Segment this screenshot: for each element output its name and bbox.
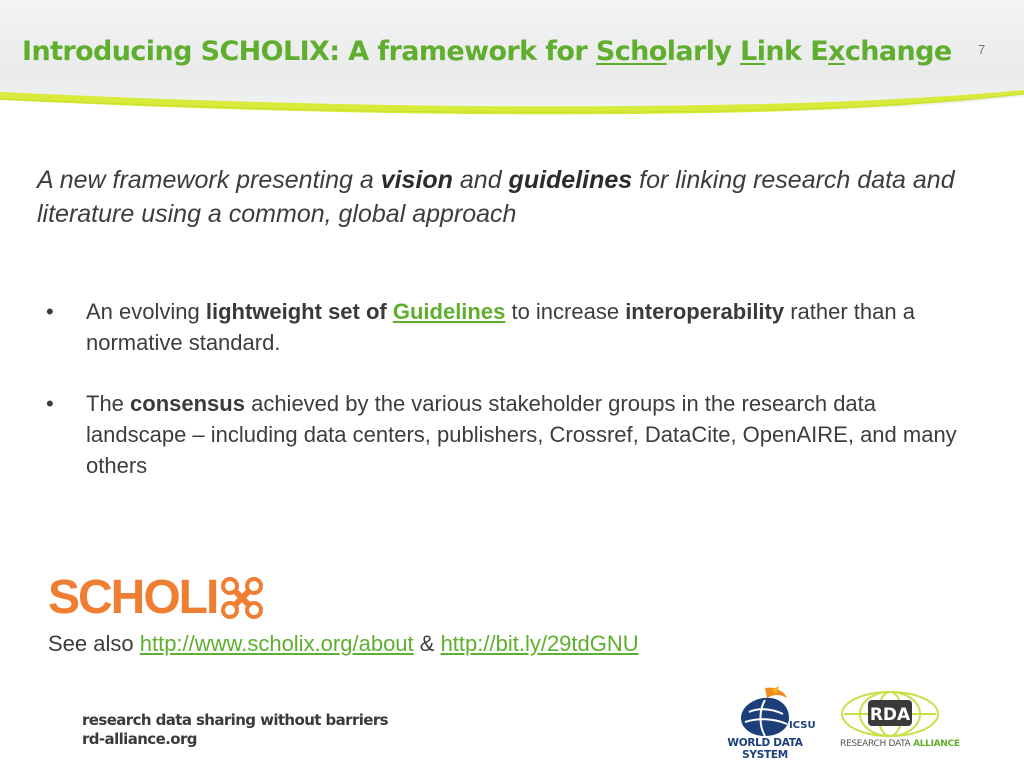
bitly-link[interactable]: http://bit.ly/29tdGNU xyxy=(440,631,639,656)
world-data-system-logo xyxy=(705,684,825,761)
rda-globe-icon xyxy=(838,690,948,740)
scholix-logo xyxy=(48,572,264,624)
scholix-logo-text: SCHOLI xyxy=(48,571,218,624)
slide-title: Introducing SCHOLIX: A framework for Scholarly Link Exchange xyxy=(22,36,952,67)
footer-website: rd-alliance.org xyxy=(82,730,197,748)
wds-label: WORLD DATA SYSTEM xyxy=(727,737,803,761)
rda-label: RESEARCH DATA ALLIANCE xyxy=(840,739,960,749)
bullet-marker: • xyxy=(46,391,54,416)
intro-paragraph: A new framework presenting a vision and guidelines for linking research data and literature using a common, global approach xyxy=(37,166,955,228)
see-also-line: See also http://www.scholix.org/about & http://bit.ly/29tdGNU xyxy=(48,631,639,656)
icsu-label: ICSU xyxy=(789,720,816,731)
rda-footer-text xyxy=(82,711,388,749)
scholix-about-link[interactable]: http://www.scholix.org/about xyxy=(139,631,414,656)
bullet-item-guidelines: • An evolving lightweight set of Guidelines to increase interoperability rather than a normative standard. xyxy=(86,296,966,358)
rda-logo xyxy=(838,690,960,754)
page-number: 7 xyxy=(978,42,986,57)
link-nodes-x-icon xyxy=(220,576,264,620)
bullet-item-consensus: • The consensus achieved by the various stakeholder groups in the research data landscape – including data centers, publishers, Crossref, DataCite, OpenAIRE, and many others xyxy=(86,388,966,481)
bullet-marker: • xyxy=(46,299,54,324)
footer-tagline: research data sharing without barriers xyxy=(82,711,388,729)
guidelines-link[interactable]: Guidelines xyxy=(392,299,506,324)
rda-logo-text: RDA xyxy=(869,705,911,725)
